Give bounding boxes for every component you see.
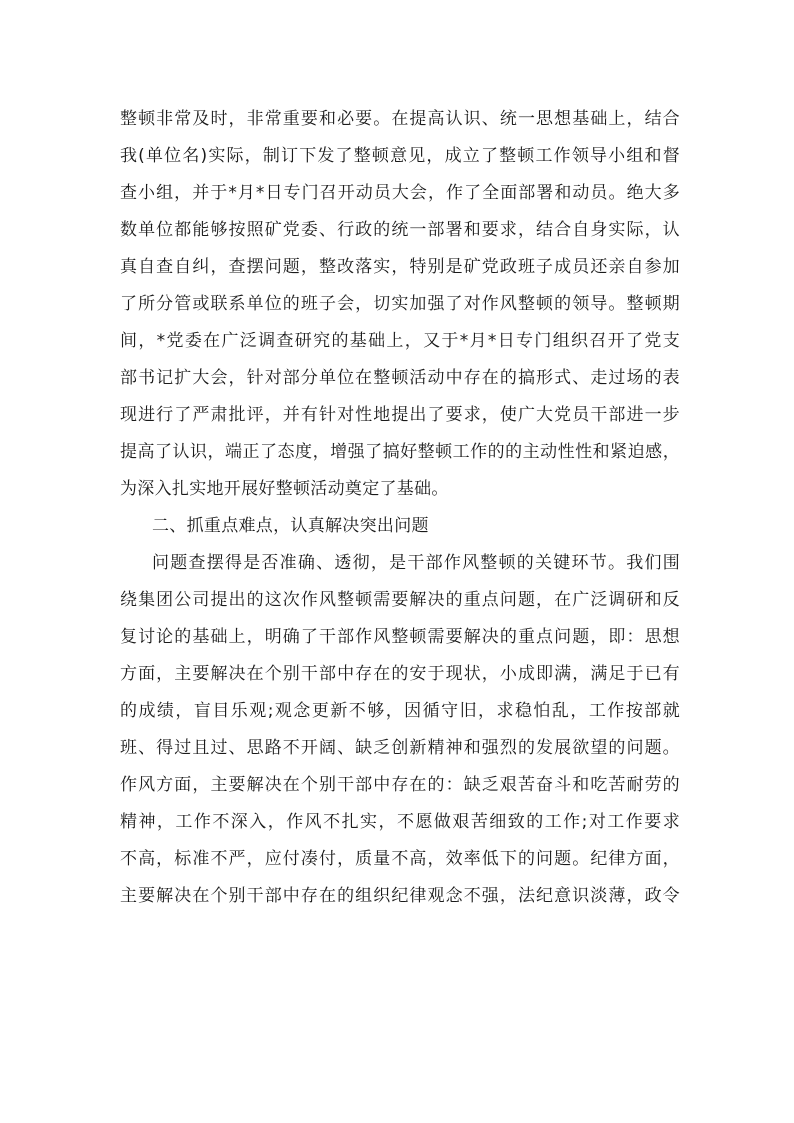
body-text-line: 班、得过且过、思路不开阔、缺乏创新精神和强烈的发展欲望的问题。 — [120, 738, 680, 758]
body-text-line: 不高，标准不严，应付凑付，质量不高，效率低下的问题。纪律方面， — [120, 849, 680, 869]
body-text-line: 绕集团公司提出的这次作风整顿需要解决的重点问题，在广泛调研和反 — [120, 590, 680, 610]
body-text-line: 作风方面，主要解决在个别干部中存在的：缺乏艰苦奋斗和吃苦耐劳的 — [120, 775, 680, 795]
body-text-line: 的成绩，盲目乐观;观念更新不够，因循守旧，求稳怕乱，工作按部就 — [120, 701, 680, 721]
body-text-line: 为深入扎实地开展好整顿活动奠定了基础。 — [120, 479, 449, 499]
body-text-line: 部书记扩大会，针对部分单位在整顿活动中存在的搞形式、走过场的表 — [120, 368, 680, 388]
body-text-line: 查小组，并于*月*日专门召开动员大会，作了全面部署和动员。绝大多 — [120, 183, 680, 203]
body-text-line: 提高了认识，端正了态度，增强了搞好整顿工作的的主动性性和紧迫感， — [120, 442, 680, 462]
body-text-line: 现进行了严肃批评，并有针对性地提出了要求，使广大党员干部进一步 — [120, 405, 680, 425]
body-text-line: 精神，工作不深入，作风不扎实，不愿做艰苦细致的工作;对工作要求 — [120, 812, 680, 832]
section-heading: 二、抓重点难点，认真解决突出问题 — [152, 516, 429, 536]
body-text-line: 整顿非常及时，非常重要和必要。在提高认识、统一思想基础上，结合 — [120, 109, 680, 129]
body-text-line: 方面，主要解决在个别干部中存在的安于现状，小成即满，满足于已有 — [120, 664, 680, 684]
body-text-line: 数单位都能够按照矿党委、行政的统一部署和要求，结合自身实际，认 — [120, 220, 680, 240]
body-text-line: 了所分管或联系单位的班子会，切实加强了对作风整顿的领导。整顿期 — [120, 294, 680, 314]
body-text-line: 复讨论的基础上，明确了干部作风整顿需要解决的重点问题，即：思想 — [120, 627, 680, 647]
body-text-line: 主要解决在个别干部中存在的组织纪律观念不强，法纪意识淡薄，政令 — [120, 886, 680, 906]
body-text-line: 间，*党委在广泛调查研究的基础上，又于*月*日专门组织召开了党支 — [120, 331, 680, 351]
paragraph-first-line: 问题查摆得是否准确、透彻，是干部作风整顿的关键环节。我们围 — [152, 553, 680, 573]
body-text-line: 真自查自纠，查摆问题，整改落实，特别是矿党政班子成员还亲自参加 — [120, 257, 680, 277]
body-text-line: 我(单位名)实际，制订下发了整顿意见，成立了整顿工作领导小组和督 — [120, 146, 680, 166]
